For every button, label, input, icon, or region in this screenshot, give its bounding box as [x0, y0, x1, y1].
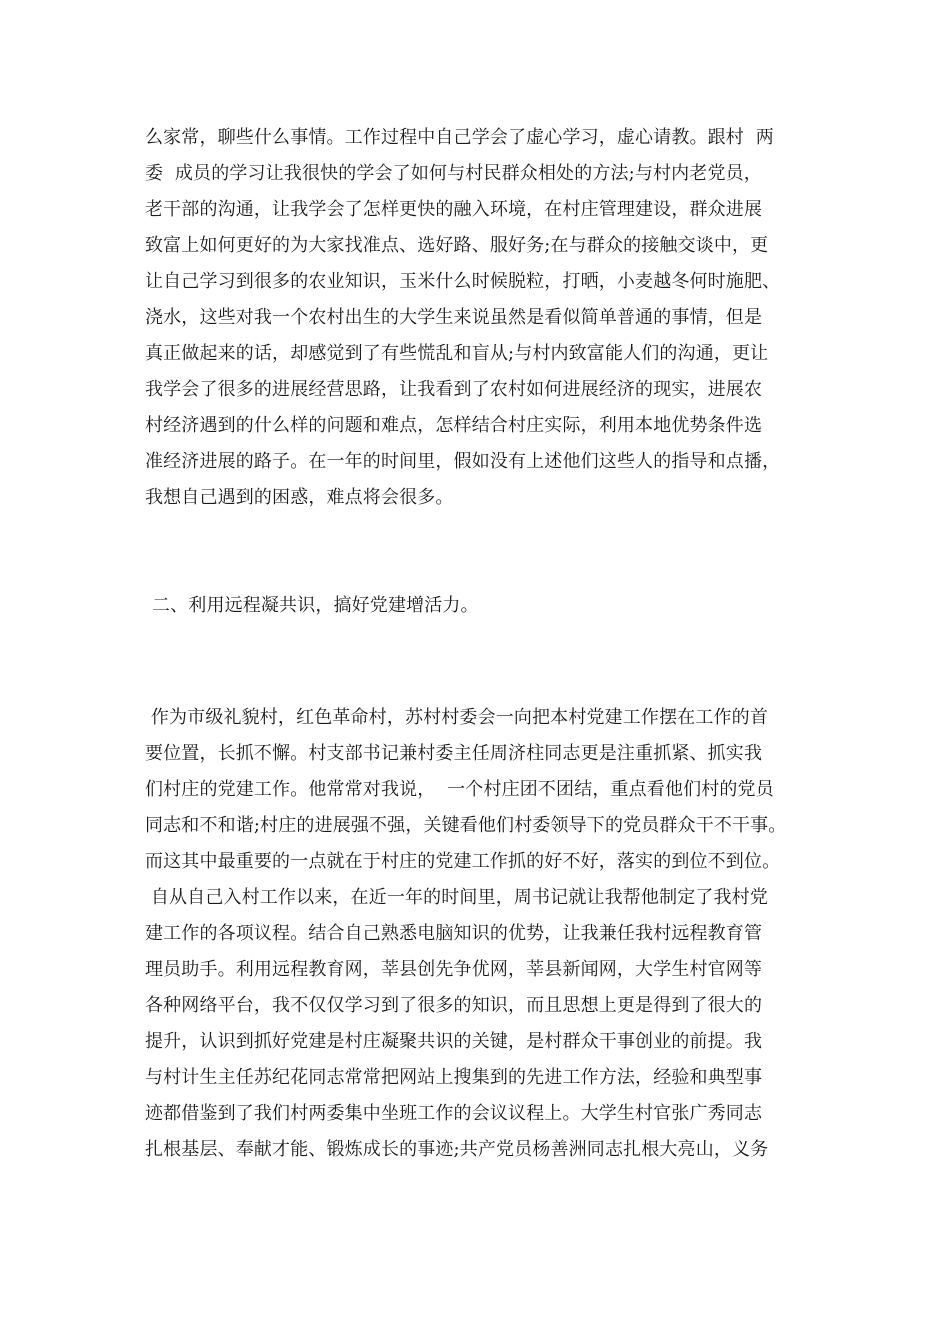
- text-line: 提升，认识到抓好党建是村庄凝聚共识的关键，是村群众干事创业的前提。我: [145, 1031, 763, 1052]
- text-line: 作为市级礼貌村，红色革命村，苏村村委会一向把本村党建工作摆在工作的首: [145, 707, 768, 728]
- text-line: 委 成员的学习让我很快的学会了如何与村民群众相处的方法;与村内老党员，: [145, 163, 762, 184]
- text-line: 迹都借鉴到了我们村两委集中坐班工作的会议议程上。大学生村官张广秀同志: [145, 1103, 763, 1124]
- text-line: 建工作的各项议程。结合自己熟悉电脑知识的优势，让我兼任我村远程教育管: [145, 923, 763, 944]
- text-line: 让自己学习到很多的农业知识，玉米什么时候脱粒，打晒，小麦越冬何时施肥、: [145, 271, 781, 292]
- text-line: 自从自己入村工作以来，在近一年的时间里，周书记就让我帮他制定了我村党: [145, 887, 768, 908]
- text-line: 与村计生主任苏纪花同志常常把网站上搜集到的先进工作方法，经验和典型事: [145, 1067, 763, 1088]
- text-line: 扎根基层、奉献才能、锻炼成长的事迹;共产党员杨善洲同志扎根大亮山，义务: [145, 1139, 769, 1160]
- text-line: 真正做起来的话，却感觉到了有些慌乱和盲从;与村内致富能人们的沟通，更让: [145, 343, 769, 364]
- text-line: 我想自己遇到的困惑，难点将会很多。: [145, 487, 454, 508]
- text-line: 理员助手。利用远程教育网，莘县创先争优网，莘县新闻网，大学生村官网等: [145, 959, 763, 980]
- text-line: 各种网络平台，我不仅仅学习到了很多的知识，而且思想上更是得到了很大的: [145, 995, 763, 1016]
- section-heading: 二、利用远程凝共识，搞好党建增活力。: [152, 595, 479, 616]
- text-line: 同志和不和谐;村庄的进展强不强，关键看他们村委领导下的党员群众干不干事。: [145, 815, 787, 836]
- text-line: 们村庄的党建工作。他常常对我说， 一个村庄团不团结，重点看他们村的党员: [145, 779, 774, 800]
- text-line: 老干部的沟通，让我学会了怎样更快的融入环境，在村庄管理建设，群众进展: [145, 199, 763, 220]
- text-line: 而这其中最重要的一点就在于村庄的党建工作抓的好不好，落实的到位不到位。: [145, 851, 781, 872]
- text-line: 浇水，这些对我一个农村出生的大学生来说虽然是看似简单普通的事情，但是: [145, 307, 763, 328]
- text-line: 我学会了很多的进展经营思路，让我看到了农村如何进展经济的现实，进展农: [145, 379, 763, 400]
- text-line: 么家常，聊些什么事情。工作过程中自己学会了虚心学习，虚心请教。跟村 两: [145, 127, 774, 148]
- text-line: 准经济进展的路子。在一年的时间里，假如没有上述他们这些人的指导和点播，: [145, 451, 781, 472]
- text-line: 致富上如何更好的为大家找准点、选好路、服好务;在与群众的接触交谈中，更: [145, 235, 769, 256]
- text-line: 要位置，长抓不懈。村支部书记兼村委主任周济柱同志更是注重抓紧、抓实我: [145, 743, 763, 764]
- text-line: 村经济遇到的什么样的问题和难点，怎样结合村庄实际，利用本地优势条件选: [145, 415, 763, 436]
